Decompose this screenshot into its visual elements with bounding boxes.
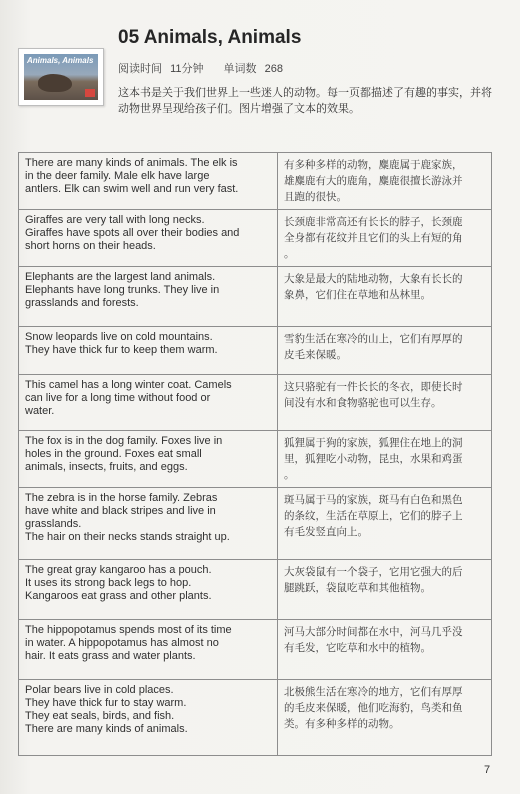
english-line: grasslands. <box>25 518 82 530</box>
chinese-line: 长颈鹿非常高还有长长的脖子，长颈鹿 <box>284 216 463 228</box>
english-text-cell <box>19 210 278 267</box>
chinese-line: 大灰袋鼠有一个袋子，它用它强大的后 <box>284 566 463 578</box>
english-line: They eat seals, birds, and fish. <box>25 710 175 722</box>
chinese-line: 雪豹生活在寒冷的山上，它们有厚厚的 <box>284 333 463 345</box>
chinese-line: 斑马属于马的家族，斑马有白色和黑色 <box>284 494 463 506</box>
table-row <box>19 327 492 375</box>
chinese-translation-cell <box>278 560 492 620</box>
chinese-translation-cell <box>278 267 492 327</box>
english-text-cell <box>19 680 278 756</box>
chinese-line: 。 <box>284 469 295 481</box>
table-row <box>19 153 492 210</box>
chinese-line: 河马大部分时间都在水中，河马几乎没 <box>284 626 463 638</box>
english-text-cell <box>19 488 278 560</box>
english-text-cell <box>19 327 278 375</box>
english-line: Giraffes are very tall with long necks. <box>25 214 205 226</box>
english-line: The fox is in the dog family. Foxes live in <box>25 435 223 447</box>
english-line: can live for a long time without food or <box>25 392 211 404</box>
english-line: It uses its strong back legs to hop. <box>25 577 192 589</box>
chinese-line: 皮毛来保暖。 <box>284 349 347 361</box>
english-line: There are many kinds of animals. <box>25 723 188 735</box>
bilingual-text-table <box>18 152 492 756</box>
chinese-line: 腿跳跃，袋鼠吃草和其他植物。 <box>284 582 431 594</box>
chinese-line: 。 <box>284 248 295 260</box>
chinese-translation-cell <box>278 431 492 488</box>
chinese-line: 象鼻，它们住在草地和丛林里。 <box>284 289 431 301</box>
table-row <box>19 375 492 431</box>
english-line: short horns on their heads. <box>25 240 156 252</box>
english-text-cell <box>19 267 278 327</box>
chinese-line: 的条纹，生活在草原上，它们的脖子上 <box>284 510 463 522</box>
chinese-line: 雄麋鹿有大的鹿角，麋鹿很擅长游泳并 <box>284 175 463 187</box>
english-line: The great gray kangaroo has a pouch. <box>25 564 212 576</box>
english-line: Snow leopards live on cold mountains. <box>25 331 213 343</box>
page-number: 7 <box>484 764 491 776</box>
english-line: Polar bears live in cold places. <box>25 684 174 696</box>
chinese-line: 大象是最大的陆地动物，大象有长长的 <box>284 273 463 285</box>
english-line: Giraffes have spots all over their bodies and <box>25 227 240 239</box>
english-line: in the deer family. Male elk have large <box>25 170 210 182</box>
chinese-line: 且跑的很快。 <box>284 191 347 203</box>
reading-time-value: 11分钟 <box>170 63 204 75</box>
table-row <box>19 560 492 620</box>
english-text-cell <box>19 620 278 680</box>
word-count-value: 268 <box>264 63 283 75</box>
english-line: Kangaroos eat grass and other plants. <box>25 590 212 602</box>
english-text-cell <box>19 560 278 620</box>
table-row <box>19 431 492 488</box>
table-row <box>19 488 492 560</box>
table-row <box>19 680 492 756</box>
english-line: animals, insects, fruits, and eggs. <box>25 461 188 473</box>
chinese-translation-cell <box>278 210 492 267</box>
chinese-translation-cell <box>278 680 492 756</box>
english-line: hair. It eats grass and water plants. <box>25 650 196 662</box>
english-line: antlers. Elk can swim well and run very fast. <box>25 183 239 195</box>
table-row <box>19 210 492 267</box>
chinese-line: 的毛皮来保暖，他们吃海豹，鸟类和鱼 <box>284 702 463 714</box>
english-line: The hair on their necks stands straight up. <box>25 531 230 543</box>
reading-time-label: 阅读时间 <box>118 63 162 75</box>
english-text-cell <box>19 431 278 488</box>
chinese-line: 这只骆驼有一件长长的冬衣，即使长时 <box>284 381 463 393</box>
chinese-line: 类。有多种多样的动物。 <box>284 718 400 730</box>
chinese-line: 里，狐狸吃小动物，昆虫，水果和鸡蛋 <box>284 453 463 465</box>
cover-artwork <box>24 54 98 100</box>
english-line: There are many kinds of animals. The elk is <box>25 157 238 169</box>
cover-title: Animals, Animals <box>27 56 94 65</box>
chinese-translation-cell <box>278 375 492 431</box>
table-row <box>19 620 492 680</box>
english-line: They have thick fur to stay warm. <box>25 697 187 709</box>
chinese-line: 有毛发，它吃草和水中的植物。 <box>284 642 431 654</box>
word-count-label: 单词数 <box>223 63 257 75</box>
cover-badge <box>85 89 95 97</box>
chinese-line: 狐狸属于狗的家族，狐狸住在地上的洞 <box>284 437 463 449</box>
english-text-cell <box>19 153 278 210</box>
cover-animal-shape <box>38 74 72 92</box>
book-description: 这本书是关于我们世界上一些迷人的动物。每一页都描述了有趣的事实，并将动物世界呈现给孩子们。图片增强了文本的效果。 <box>118 87 492 115</box>
table-body <box>19 153 492 756</box>
chinese-translation-cell <box>278 327 492 375</box>
english-line: have white and black stripes and live in <box>25 505 216 517</box>
chinese-translation-cell <box>278 620 492 680</box>
english-line: holes in the ground. Foxes eat small <box>25 448 202 460</box>
book-cover-image <box>18 48 104 106</box>
english-line: Elephants have long trunks. They live in <box>25 284 220 296</box>
chinese-translation-cell <box>278 488 492 560</box>
chinese-line: 有毛发竖直向上。 <box>284 526 368 538</box>
chinese-line: 北极熊生活在寒冷的地方，它们有厚厚 <box>284 686 463 698</box>
english-line: The hippopotamus spends most of its time <box>25 624 232 636</box>
english-text-cell <box>19 375 278 431</box>
chinese-line: 全身都有花纹并且它们的头上有短的角 <box>284 232 463 244</box>
english-line: in water. A hippopotamus has almost no <box>25 637 219 649</box>
chinese-line: 间没有水和食物骆驼也可以生存。 <box>284 397 442 409</box>
chinese-translation-cell <box>278 153 492 210</box>
table-row <box>19 267 492 327</box>
english-line: This camel has a long winter coat. Camels <box>25 379 232 391</box>
english-line: water. <box>25 405 55 417</box>
english-line: Elephants are the largest land animals. <box>25 271 216 283</box>
book-title: 05 Animals, Animals <box>118 27 302 48</box>
chinese-line: 有多种多样的动物，麋鹿属于鹿家族， <box>284 159 463 171</box>
english-line: The zebra is in the horse family. Zebras <box>25 492 218 504</box>
book-meta <box>118 60 288 76</box>
english-line: They have thick fur to keep them warm. <box>25 344 218 356</box>
english-line: grasslands and forests. <box>25 297 139 309</box>
